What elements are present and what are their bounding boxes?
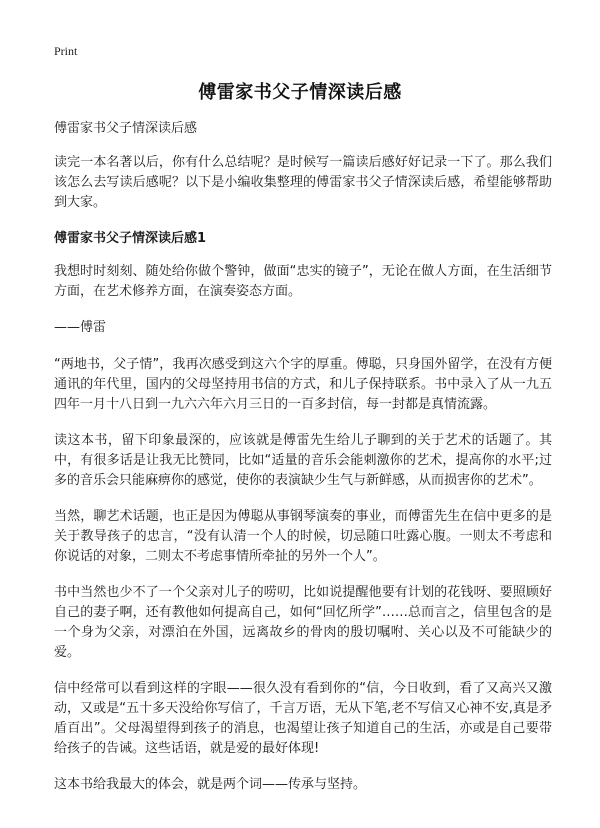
quote-paragraph: 我想时时刻刻、随处给你做个警钟，做面“忠实的镜子”，无论在做人方面，在生活细节方面，在艺术修养方面，在演奏姿态方面。	[54, 264, 552, 299]
quote-signature: ——傅雷	[54, 320, 107, 335]
body-paragraph: 书中当然也少不了一个父亲对儿子的唠叨，比如说提醒他要有计划的花钱呀、要照顾好自己的妻子啊，还有教他如何提高自己，如何“回忆所学”……总而言之，信里包含的是一个身为父亲，对漂泊在外国，远离故乡的骨肉的殷切嘱咐、关心以及不可能缺少的爱。	[54, 585, 552, 660]
article-subtitle: 傅雷家书父子情深读后感	[54, 121, 198, 136]
section-heading: 傅雷家书父子情深读后感1	[54, 231, 207, 246]
body-paragraph: 这本书给我最大的体会，就是两个词——传承与坚持。	[54, 777, 367, 792]
body-paragraph: “两地书，父子情”，我再次感受到这六个字的厚重。傅聪，只身国外留学，在没有方便通讯的年代里，国内的父母坚持用书信的方式，和儿子保持联系。书中录入了从一九五四年一月十八日到一九六六年六月三日的一百多封信，每一封都是真情流露。	[54, 357, 552, 412]
article-body	[54, 119, 552, 811]
body-paragraph: 当然，聊艺术话题，也正是因为傅聪从事钢琴演奏的事业，而傅雷先生在信中更多的是关于教导孩子的忠言，“没有认清一个人的时候，切忌随口吐露心腹。一则太不考虑和你说话的对象，二则太不考虑事情所牵扯的另外一个人”。	[54, 509, 552, 564]
page-title: 傅雷家书父子情深读后感	[198, 82, 402, 103]
intro-paragraph: 读完一本名著以后，你有什么总结呢？是时候写一篇读后感好好记录一下了。那么我们该怎么去写读后感呢？以下是小编收集整理的傅雷家书父子情深读后感，希望能够帮助到大家。	[54, 155, 552, 210]
body-paragraph: 信中经常可以看到这样的字眼——很久没有看到你的“信，今日收到，看了又高兴又激动，又或是“五十多天没给你写信了，千言万语，无从下笔,老不写信又心神不安,真是矛盾百出”。父母渴望得到孩子的消息，也渴望让孩子知道自己的生活，亦或是自己要带给孩子的告诫。这些话语，就是爱的最好体现!	[54, 681, 552, 756]
body-paragraph: 读这本书，留下印象最深的，应该就是傅雷先生给儿子聊到的关于艺术的话题了。其中，有很多话是让我无比赞同，比如“适量的音乐会能刺激你的艺术，提高你的水平;过多的音乐会只能麻痹你的感觉，使你的表演缺少生气与新鲜感，从而损害你的艺术”。	[54, 433, 552, 488]
print-link[interactable]: Print	[54, 44, 78, 58]
